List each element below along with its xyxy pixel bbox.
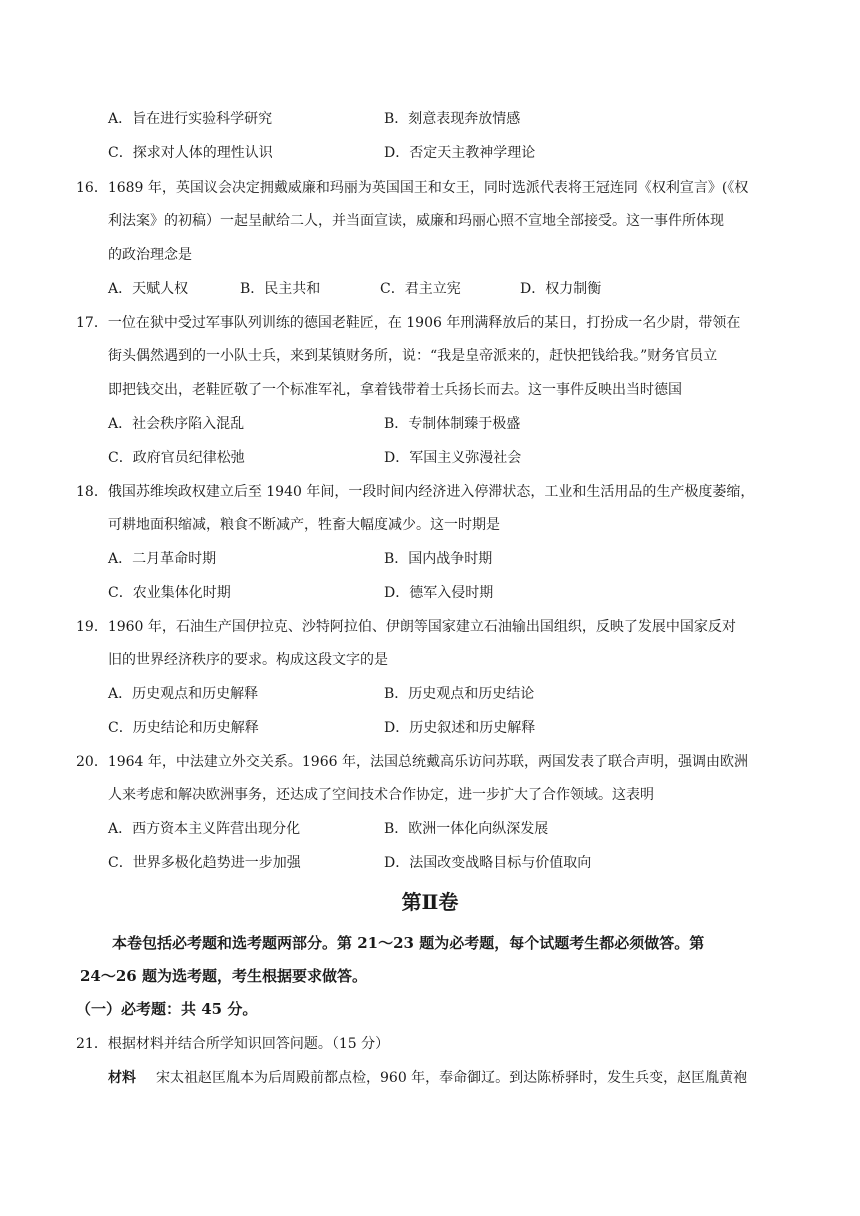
q20-option-a: A．西方资本主义阵营出现分化	[108, 821, 301, 837]
q21-material-label: 材料	[108, 1070, 136, 1086]
q15-option-d: D．否定天主教神学理论	[384, 145, 536, 161]
q16-stem-line3: 的政治理念是	[108, 247, 192, 263]
q18-option-c: C．农业集体化时期	[108, 585, 231, 601]
q17-stem-line1: 17．一位在狱中受过军事队列训练的德国老鞋匠，在 1906 年刑满释放后的某日，打扮成一名少尉，带领在	[76, 315, 741, 331]
q16-option-d: D．权力制衡	[520, 281, 602, 297]
q19-option-b: B．历史观点和历史结论	[384, 686, 535, 702]
q17-option-d: D．军国主义弥漫社会	[384, 450, 522, 466]
q19-option-d: D．历史叙述和历史解释	[384, 720, 536, 736]
q18-option-a: A．二月革命时期	[108, 551, 217, 567]
q20-stem-line1: 20．1964 年，中法建立外交关系。1966 年，法国总统戴高乐访问苏联，两国发表了联合声明，强调由欧洲	[76, 754, 748, 770]
q15-option-c: C．探求对人体的理性认识	[108, 145, 273, 161]
q19-stem-line2: 旧的世界经济秩序的要求。构成这段文字的是	[108, 652, 388, 668]
q17-stem-line2: 街头偶然遇到的一小队士兵，来到某镇财务所，说：“我是皇帝派来的，赶快把钱给我。”财务官员立	[108, 348, 718, 364]
q20-option-d: D．法国改变战略目标与价值取向	[384, 855, 592, 871]
q16-option-c: C．君主立宪	[380, 281, 461, 297]
q21-material-line1: 宋太祖赵匡胤本为后周殿前都点检，960 年，奉命御辽。到达陈桥驿时，发生兵变，赵匡胤黄袍	[156, 1070, 748, 1086]
q21-stem: 21．根据材料并结合所学知识回答问题。（15 分）	[76, 1036, 390, 1052]
q18-stem-line2: 可耕地面积缩减，粮食不断减产，牲畜大幅度减少。这一时期是	[108, 517, 500, 533]
q15-option-b: B．刻意表现奔放情感	[384, 111, 521, 127]
q17-option-c: C．政府官员纪律松弛	[108, 450, 245, 466]
q19-option-a: A．历史观点和历史解释	[108, 686, 259, 702]
q16-stem-line1: 16．1689 年，英国议会决定拥戴威廉和玛丽为英国国王和女王，同时选派代表将王冠连同《权利宣言》(《权	[76, 180, 749, 196]
section-heading: （一）必考题：共 45 分。	[76, 1000, 258, 1018]
q18-option-d: D．德军入侵时期	[384, 585, 494, 601]
q18-option-b: B．国内战争时期	[384, 551, 493, 567]
q17-option-b: B．专制体制臻于极盛	[384, 416, 521, 432]
q20-stem-line2: 人来考虑和解决欧洲事务，还达成了空间技术合作协定，进一步扩大了合作领域。这表明	[108, 787, 654, 803]
q18-stem-line1: 18．俄国苏维埃政权建立后至 1940 年间，一段时间内经济进入停滞状态，工业和生活用品的生产极度萎缩，	[76, 484, 755, 500]
part2-title: 第Ⅱ卷	[401, 890, 459, 914]
q19-stem-line1: 19．1960 年，石油生产国伊拉克、沙特阿拉伯、伊朗等国家建立石油输出国组织，反映了发展中国家反对	[76, 619, 736, 635]
q19-option-c: C．历史结论和历史解释	[108, 720, 259, 736]
q20-option-c: C．世界多极化趋势进一步加强	[108, 855, 301, 871]
q16-option-a: A．天赋人权	[108, 281, 189, 297]
q15-option-a: A．旨在进行实验科学研究	[108, 111, 273, 127]
q17-stem-line3: 即把钱交出，老鞋匠敬了一个标准军礼，拿着钱带着士兵扬长而去。这一事件反映出当时德国	[108, 382, 682, 398]
q16-stem-line2: 利法案》的初稿）一起呈献给二人，并当面宣读，威廉和玛丽心照不宣地全部接受。这一事件所体现	[108, 213, 724, 229]
q17-option-a: A．社会秩序陷入混乱	[108, 416, 245, 432]
q16-option-b: B．民主共和	[240, 281, 321, 297]
part2-note-line1: 本卷包括必考题和选考题两部分。第 21～23 题为必考题，每个试题考生都必须做答。第	[112, 934, 705, 952]
part2-note-line2: 24～26 题为选考题，考生根据要求做答。	[80, 967, 367, 985]
q20-option-b: B．欧洲一体化向纵深发展	[384, 821, 549, 837]
